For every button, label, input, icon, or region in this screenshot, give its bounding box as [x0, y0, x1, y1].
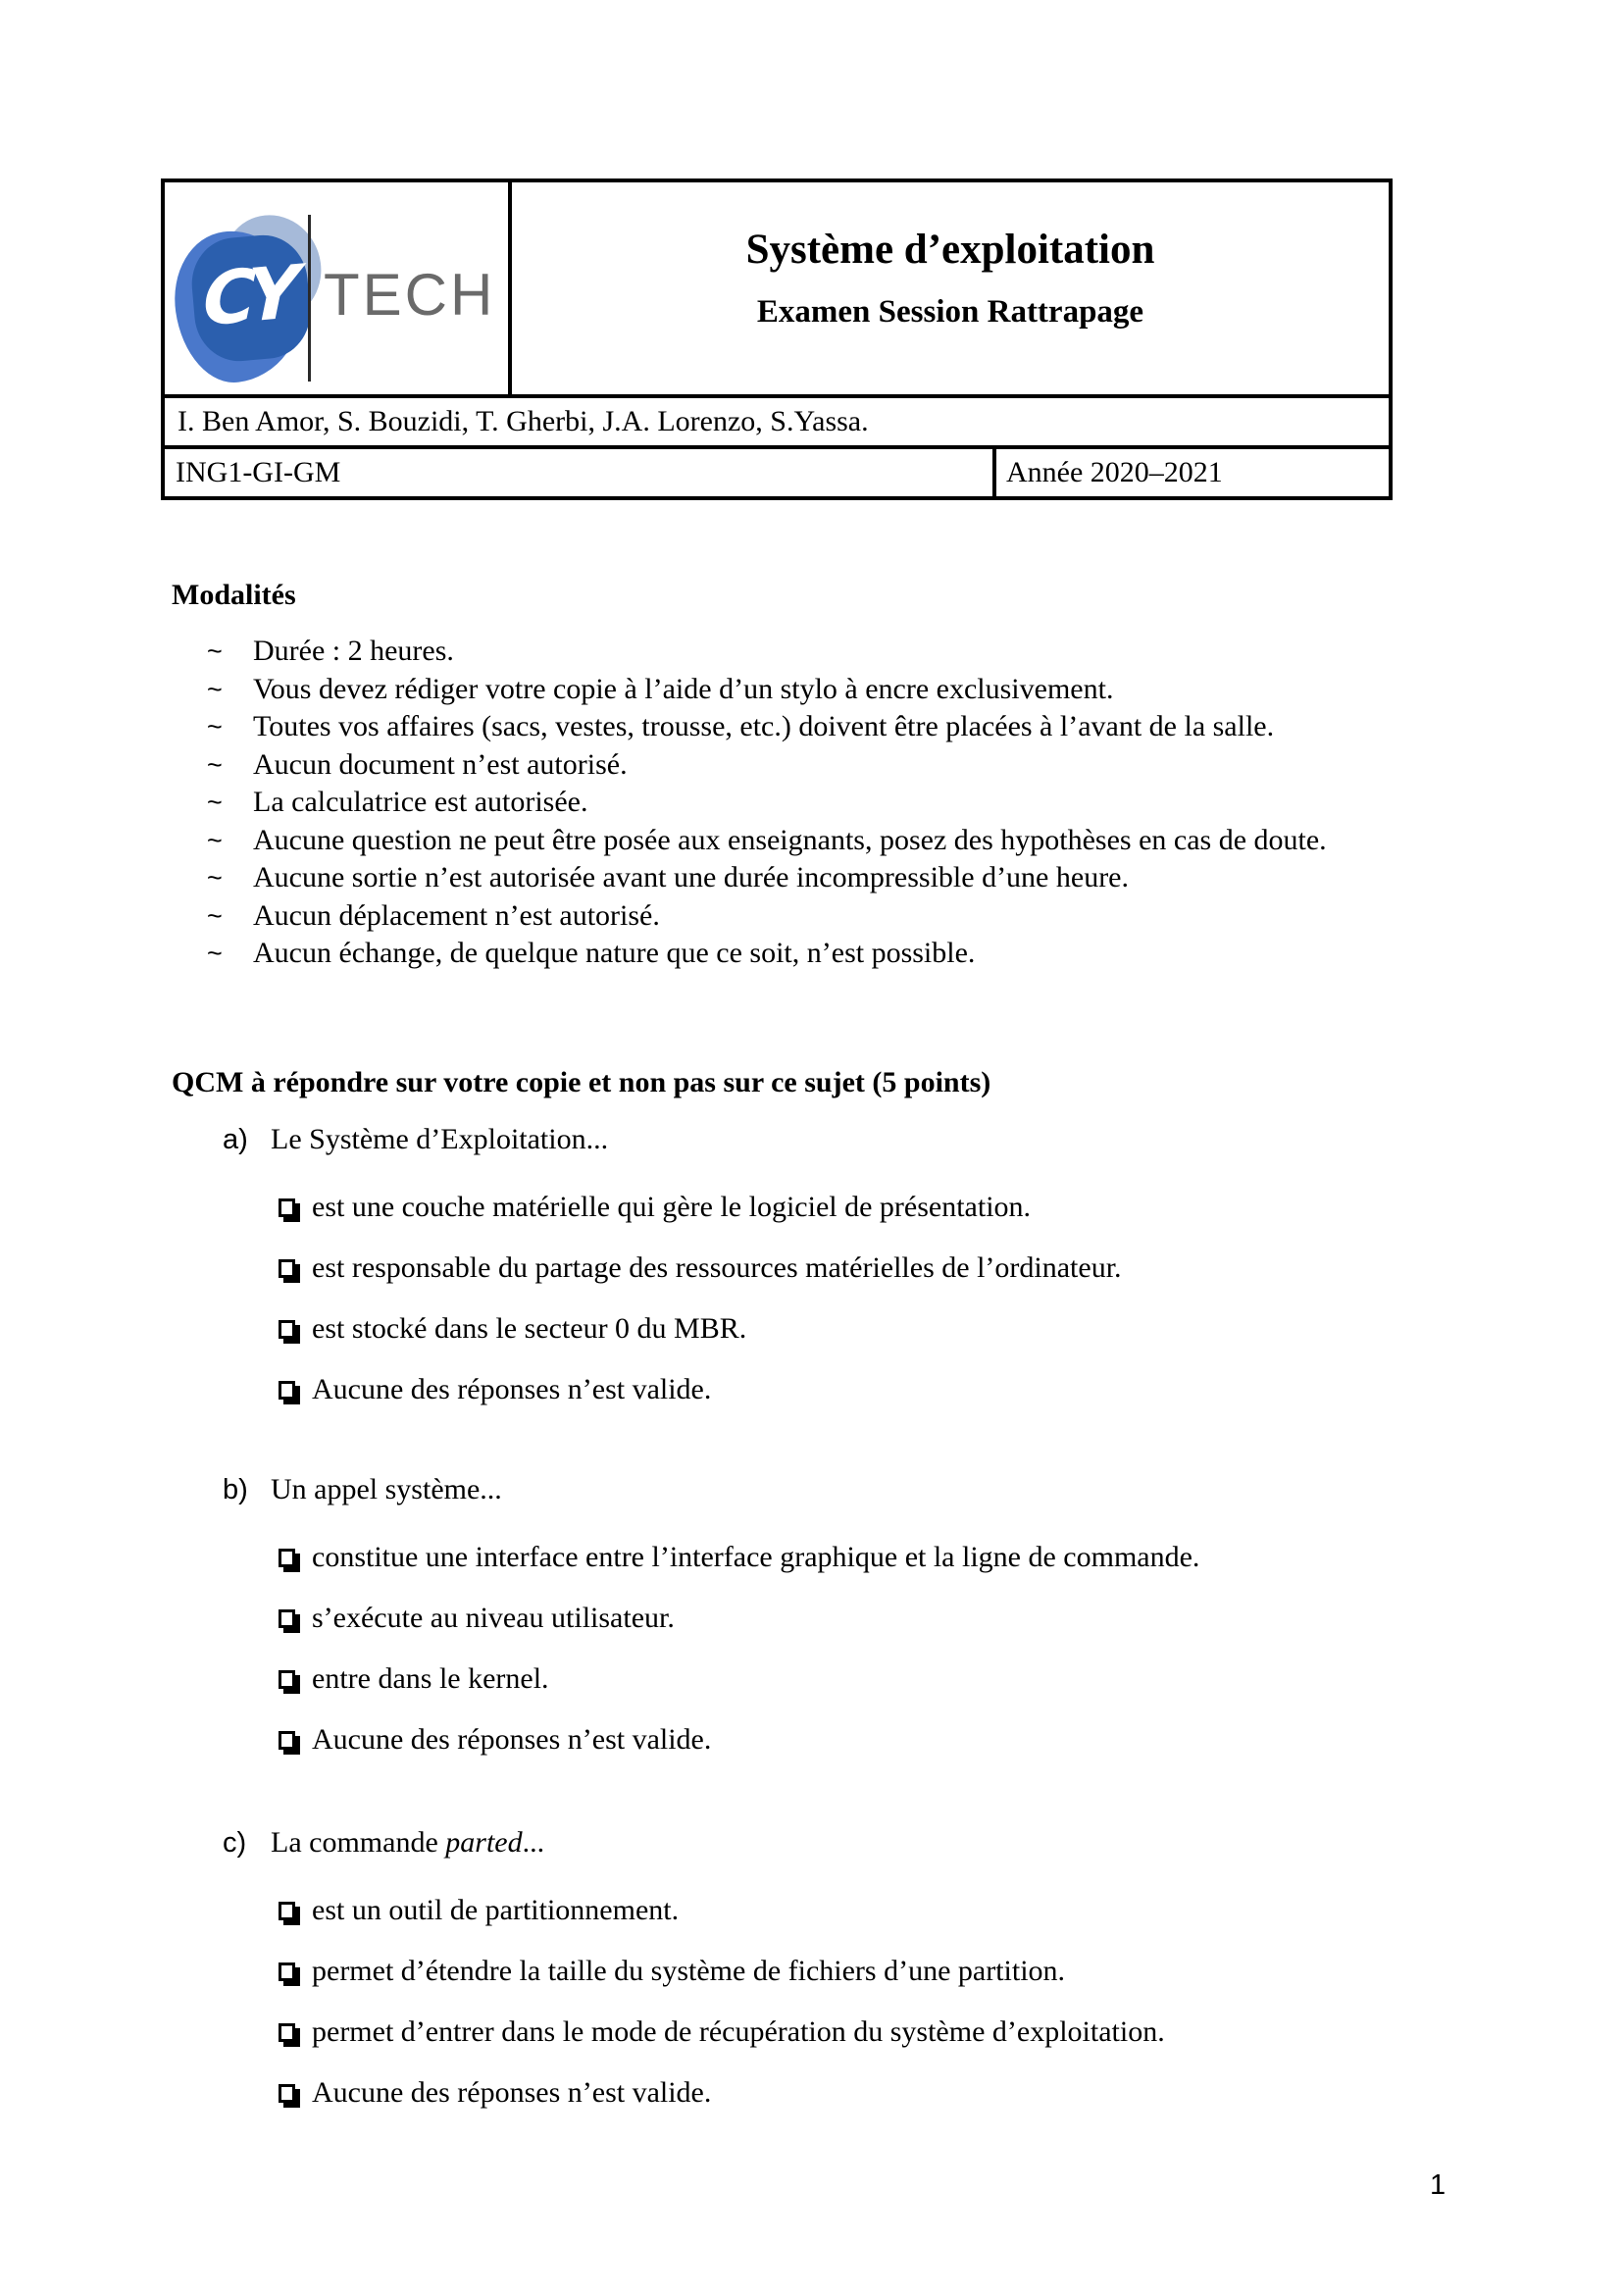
item-text: Toutes vos affaires (sacs, vestes, trousse, etc.) doivent être placées à l’avant de la salle.	[253, 710, 1275, 742]
option-row	[278, 1250, 1122, 1286]
item-text: Durée : 2 heures.	[253, 635, 454, 667]
bullet-dash-icon: ~	[207, 712, 223, 741]
list-item	[207, 784, 1327, 822]
list-item	[207, 708, 1327, 746]
bullet-dash-icon: ~	[207, 637, 223, 666]
item-text: Aucun déplacement n’est autorisé.	[253, 898, 660, 932]
option-row	[278, 1601, 1199, 1636]
item-text: Aucun échange, de quelque nature que ce soit, n’est possible.	[253, 937, 976, 969]
checkbox-icon	[279, 1320, 295, 1339]
bullet-dash-icon: ~	[207, 749, 223, 780]
authors-row: I. Ben Amor, S. Bouzidi, T. Gherbi, J.A. Lorenzo, S.Yassa.	[178, 405, 869, 437]
logo-tech-text: TECH	[324, 262, 496, 328]
question-text: Un appel système...	[271, 1473, 502, 1505]
question-c	[223, 1824, 1165, 2111]
question-marker: b)	[223, 1474, 248, 1505]
exam-subtitle: Examen Session Rattrapage	[756, 294, 1144, 330]
question-marker: c)	[223, 1827, 247, 1859]
item-text: Vous devez rédiger votre copie à l’aide d’un stylo à encre exclusivement.	[253, 672, 1114, 705]
bullet-dash-icon: ~	[207, 863, 223, 892]
option-text: s’exécute au niveau utilisateur.	[312, 1602, 675, 1634]
checkbox-icon	[279, 1963, 295, 1981]
item-text: Aucun document n’est autorisé.	[253, 747, 628, 781]
option-row	[278, 2075, 1165, 2111]
option-row	[278, 2014, 1165, 2050]
checkbox-icon	[279, 1198, 295, 1217]
qcm-heading: QCM à répondre sur votre copie et non pas sur ce sujet (5 points)	[172, 1066, 991, 1098]
option-text: est un outil de partitionnement.	[312, 1894, 680, 1926]
header-row-course	[165, 449, 1389, 496]
option-row	[278, 1540, 1199, 1575]
options-list	[278, 1540, 1199, 1758]
option-row	[278, 1190, 1122, 1225]
cytech-logo	[165, 182, 512, 394]
header-row-authors	[165, 398, 1389, 449]
question-text: Le Système d’Exploitation...	[271, 1123, 609, 1155]
item-text: Aucune question ne peut être posée aux enseignants, posez des hypothèses en cas de doute.	[253, 823, 1327, 856]
option-row	[278, 1722, 1199, 1758]
option-row	[278, 1954, 1165, 1989]
exam-title: Système d’exploitation	[745, 227, 1155, 273]
checkbox-icon	[279, 1670, 295, 1689]
checkbox-icon	[279, 1902, 295, 1920]
modalites-heading: Modalités	[172, 579, 296, 611]
list-item	[207, 897, 1327, 936]
question-line	[223, 1121, 1122, 1158]
checkbox-icon	[279, 2023, 295, 2042]
option-row	[278, 1372, 1122, 1407]
option-text: est une couche matérielle qui gère le logiciel de présentation.	[312, 1191, 1032, 1223]
list-item	[207, 935, 1327, 973]
option-text: constitue une interface entre l’interface graphique et la ligne de commande.	[312, 1541, 1200, 1573]
item-text: Aucune sortie n’est autorisée avant une durée incompressible d’une heure.	[253, 861, 1129, 893]
header-row-title	[165, 182, 1389, 398]
academic-year: Année 2020–2021	[1006, 456, 1223, 488]
logo-mark	[176, 215, 323, 382]
option-text: Aucune des réponses n’est valide.	[312, 1723, 712, 1756]
logo-divider-line	[308, 215, 311, 382]
option-text: permet d’entrer dans le mode de récupération du système d’exploitation.	[312, 2015, 1165, 2048]
option-text: permet d’étendre la taille du système de fichiers d’une partition.	[312, 1955, 1066, 1987]
exam-header-table	[161, 178, 1393, 500]
title-cell	[512, 182, 1389, 394]
checkbox-icon	[279, 1259, 295, 1278]
options-list	[278, 1190, 1122, 1407]
list-item	[207, 859, 1327, 897]
list-item	[207, 671, 1327, 709]
question-line	[223, 1471, 1199, 1508]
list-item	[207, 822, 1327, 860]
question-marker: a)	[223, 1124, 248, 1155]
checkbox-icon	[279, 1609, 295, 1628]
bullet-dash-icon: ~	[207, 788, 223, 817]
question-b	[223, 1471, 1199, 1758]
question-text: La commande parted...	[271, 1826, 545, 1859]
logo-dark-blob-shape	[188, 231, 315, 365]
option-text: Aucune des réponses n’est valide.	[312, 2076, 712, 2109]
option-text: Aucune des réponses n’est valide.	[312, 1373, 712, 1405]
question-a	[223, 1121, 1122, 1407]
item-text: La calculatrice est autorisée.	[253, 786, 588, 818]
option-row	[278, 1661, 1199, 1697]
option-row	[278, 1311, 1122, 1347]
list-item	[207, 633, 1327, 671]
option-text: entre dans le kernel.	[312, 1662, 549, 1695]
list-item	[207, 746, 1327, 785]
checkbox-icon	[279, 1381, 295, 1400]
checkbox-icon	[279, 1731, 295, 1750]
option-text: est stocké dans le secteur 0 du MBR.	[312, 1312, 747, 1345]
checkbox-icon	[279, 2084, 295, 2103]
bullet-dash-icon: ~	[207, 939, 223, 968]
option-text: est responsable du partage des ressources matérielles de l’ordinateur.	[312, 1251, 1122, 1284]
logo-cy-text: CY	[202, 250, 292, 343]
bullet-dash-icon: ~	[207, 674, 223, 704]
course-code: ING1-GI-GM	[165, 449, 996, 496]
checkbox-icon	[279, 1549, 295, 1567]
page-number: 1	[1430, 2169, 1446, 2201]
options-list	[278, 1893, 1165, 2111]
modalites-list	[207, 633, 1327, 973]
question-line	[223, 1824, 1165, 1861]
bullet-dash-icon: ~	[207, 825, 223, 855]
bullet-dash-icon: ~	[207, 900, 223, 931]
option-row	[278, 1893, 1165, 1928]
